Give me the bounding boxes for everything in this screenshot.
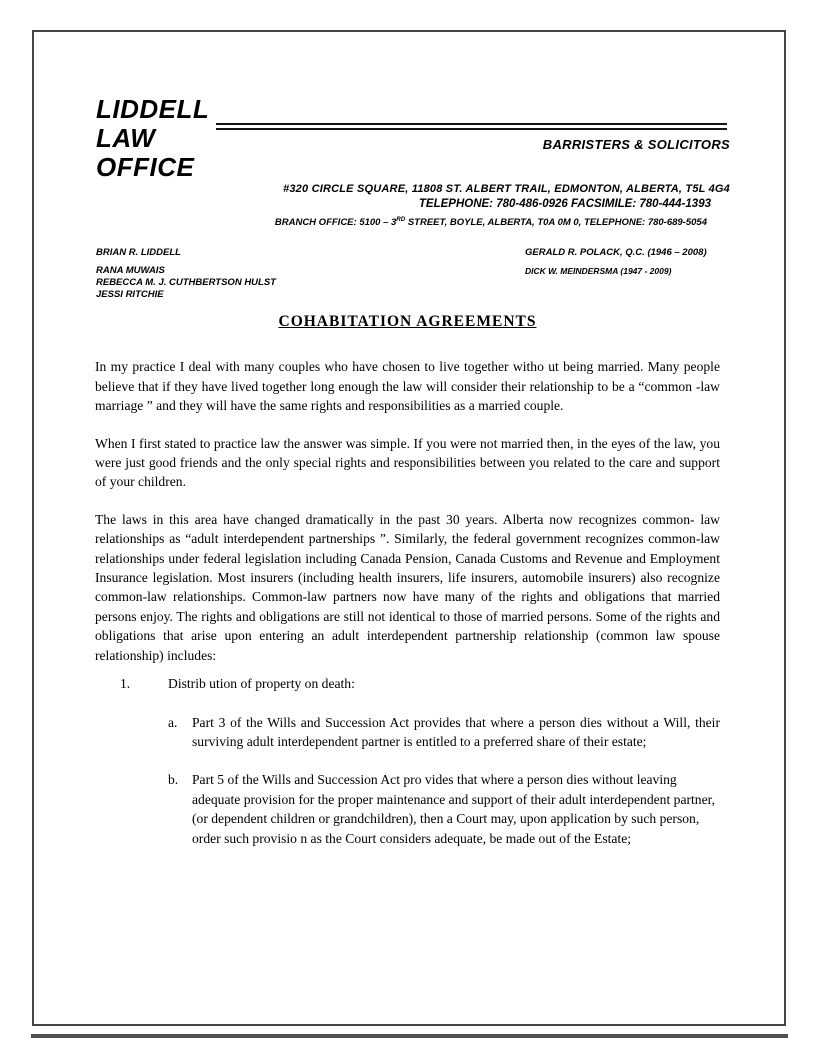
lawyer-list bbox=[96, 247, 276, 301]
address-line: #320 CIRCLE SQUARE, 11808 ST. ALBERT TRAIL, EDMONTON, ALBERTA, T5L 4G4 bbox=[283, 183, 730, 195]
letterhead-double-rule bbox=[216, 123, 727, 130]
phone-line: TELEPHONE: 780-486-0926 FACSIMILE: 780-444-1393 bbox=[418, 198, 711, 210]
branch-office-suffix: STREET, BOYLE, ALBERTA, T0A 0M 0, TELEPHONE: 780-689-5054 bbox=[405, 217, 707, 229]
lawyer-name: REBECCA M. J. CUTHBERTSON HULST bbox=[96, 277, 276, 288]
memorial-list bbox=[525, 247, 707, 276]
sub-item-text: Part 5 of the Wills and Succession Act pro vides that where a person dies without leaving adequate provision for the proper maintenance and support of their adult interdependent partner, (or dependent children or grandchildren), then a Court may, upon application by such person, order such provisio n as the Court considers adequate, be made out of the Estate; bbox=[192, 772, 716, 846]
lawyer-name: RANA MUWAIS bbox=[96, 265, 165, 276]
firm-tagline: BARRISTERS & SOLICITORS bbox=[542, 137, 730, 152]
firm-name-line-3: OFFICE bbox=[96, 152, 195, 182]
document-title: COHABITATION AGREEMENTS bbox=[278, 313, 537, 330]
branch-office-ordinal: RD bbox=[396, 216, 406, 223]
sub-item-marker: a. bbox=[168, 714, 178, 730]
branch-office-line bbox=[180, 212, 730, 230]
firm-name bbox=[96, 95, 209, 182]
list-item-1 bbox=[95, 674, 720, 693]
body-paragraph-3: The laws in this area have changed dramatically in the past 30 years. Alberta now recognizes common- law relationships as “adult interdependent partnerships ”. Similarly, the federal government recognizes common-law relationships under federal legislation including Canada Pension, Canada Customs and Revenue and Employment Insurance legislation. Most insurers (including health insurers, life insurers, automobile insurers) also recognize common-law relationships. Common-law partners now have many of the rights and obligations that married persons enjoy. The rights and obligations are still not identical to those of married persons. Some of the rights and obligations that arise upon entering an adult interdependent partnership relationship (common law spouse relationship) includes: bbox=[95, 511, 720, 663]
sub-item-a bbox=[168, 713, 720, 752]
memorial-name: DICK W. MEINDERSMA (1947 - 2009) bbox=[525, 266, 672, 276]
sub-item-b bbox=[168, 770, 720, 848]
branch-office-prefix: BRANCH OFFICE: 5100 – 3 bbox=[274, 217, 397, 229]
list-item-number: 1. bbox=[120, 676, 131, 692]
bottom-rule bbox=[31, 1034, 788, 1038]
firm-name-line-2: LAW bbox=[96, 123, 156, 153]
body-paragraph-1: In my practice I deal with many couples who have chosen to live together witho ut being married. Many people believe that if they have lived together long enough the law will consider their relationship to be a “common -law marriage ” and they will have the same rights and responsibilities as a married couple. bbox=[95, 359, 720, 414]
address-block bbox=[180, 182, 730, 230]
lawyer-name: BRIAN R. LIDDELL bbox=[96, 247, 181, 258]
sub-item-text: Part 3 of the Wills and Succession Act provides that where a person dies without a Will, their surviving adult interdependent partner is entitled to a preferred share of their estate; bbox=[192, 714, 720, 749]
body-paragraph-2: When I first stated to practice law the answer was simple. If you were not married then, in the eyes of the law, you were just good friends and the only special rights and responsibilities between you related to the care and support of your children. bbox=[95, 435, 720, 490]
memorial-name: GERALD R. POLACK, Q.C. (1946 – 2008) bbox=[525, 247, 707, 258]
document-body bbox=[95, 312, 720, 867]
lawyer-name: JESSI RITCHIE bbox=[96, 289, 164, 300]
firm-name-line-1: LIDDELL bbox=[96, 94, 210, 124]
list-item-heading: Distrib ution of property on death: bbox=[168, 676, 355, 692]
sub-item-marker: b. bbox=[168, 772, 179, 788]
